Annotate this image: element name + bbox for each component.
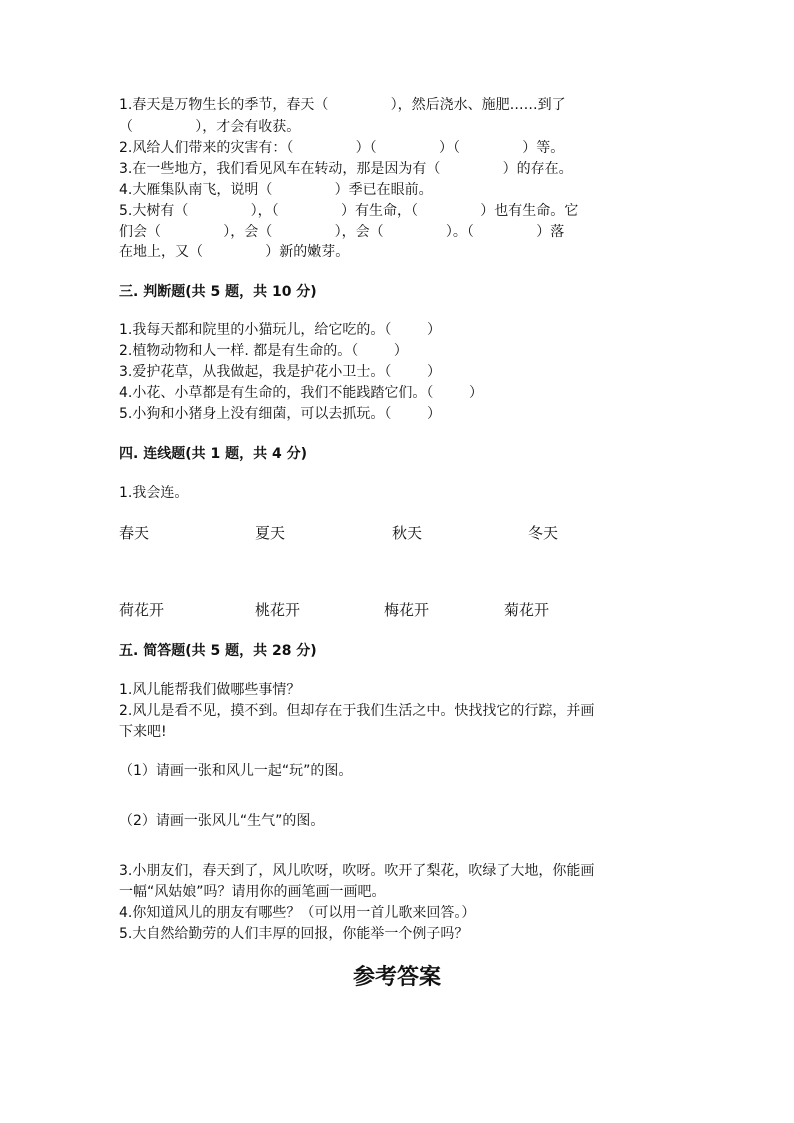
fill-blank-line-7: 们会（ ），会（ ），会（ ）。（ ）落 [119, 224, 565, 240]
judge-item-1: 1.我每天都和院里的小猫玩儿，给它吃的。（ ） [119, 322, 441, 338]
season-spring: 春天 [119, 524, 150, 542]
flower-chrysanthemum: 菊花开 [504, 601, 550, 619]
answer-title: 参考答案 [352, 964, 441, 990]
short-answer-heading: 五. 简答题(共 5 题，共 28 分) [119, 643, 317, 659]
judge-item-5: 5.小狗和小猪身上没有细菌，可以去抓玩。（ ） [119, 406, 441, 422]
fill-blank-line-4: 3.在一些地方，我们看见风车在转动，那是因为有（ ）的存在。 [119, 161, 573, 177]
judge-heading: 三. 判断题(共 5 题，共 10 分) [119, 284, 317, 300]
flower-plum: 梅花开 [384, 601, 430, 619]
fill-blank-line-2: （ ），才会有收获。 [119, 119, 301, 135]
short-answer-q2-sub2: （2）请画一张风儿“生气”的图。 [119, 813, 325, 829]
short-answer-q5: 5.大自然给勤劳的人们丰厚的回报，你能举一个例子吗？ [119, 926, 469, 942]
short-answer-q1: 1.风儿能帮我们做哪些事情？ [119, 682, 301, 698]
judge-item-3: 3.爱护花草，从我做起，我是护花小卫士。（ ） [119, 364, 441, 380]
short-answer-q3-line2: 一幅“风姑娘”吗？请用你的画笔画一画吧。 [119, 884, 386, 900]
matching-heading: 四. 连线题(共 1 题，共 4 分) [119, 446, 307, 462]
season-autumn: 秋天 [392, 524, 423, 542]
fill-blank-line-6: 5.大树有（ ），（ ）有生命，（ ）也有生命。它 [119, 203, 579, 219]
short-answer-q2-line2: 下来吧! [119, 724, 167, 740]
short-answer-q2-sub1: （1）请画一张和风儿一起“玩”的图。 [119, 763, 353, 779]
matching-prompt: 1.我会连。 [119, 485, 189, 501]
fill-blank-line-5: 4.大雁集队南飞，说明（ ）季已在眼前。 [119, 182, 433, 198]
flower-peach: 桃花开 [255, 601, 301, 619]
fill-blank-line-3: 2.风给人们带来的灾害有：（ ）（ ）（ ）等。 [119, 140, 565, 156]
short-answer-q3-line1: 3.小朋友们，春天到了，风儿吹呀，吹呀。吹开了梨花，吹绿了大地，你能画 [119, 863, 595, 879]
judge-item-2: 2.植物动物和人一样. 都是有生命的。（ ） [119, 343, 408, 359]
short-answer-q2-line1: 2.风儿是看不见，摸不到。但却存在于我们生活之中。快找找它的行踪，并画 [119, 703, 595, 719]
flower-lotus: 荷花开 [119, 601, 165, 619]
season-summer: 夏天 [255, 524, 286, 542]
short-answer-q4: 4.你知道风儿的朋友有哪些？（可以用一首儿歌来回答。） [119, 905, 476, 921]
fill-blank-line-8: 在地上，又（ ）新的嫩芽。 [119, 244, 350, 260]
fill-blank-line-1: 1.春天是万物生长的季节，春天（ ），然后浇水、施肥……到了 [119, 97, 566, 113]
judge-item-4: 4.小花、小草都是有生命的，我们不能践踏它们。（ ） [119, 385, 483, 401]
season-winter: 冬天 [528, 524, 559, 542]
